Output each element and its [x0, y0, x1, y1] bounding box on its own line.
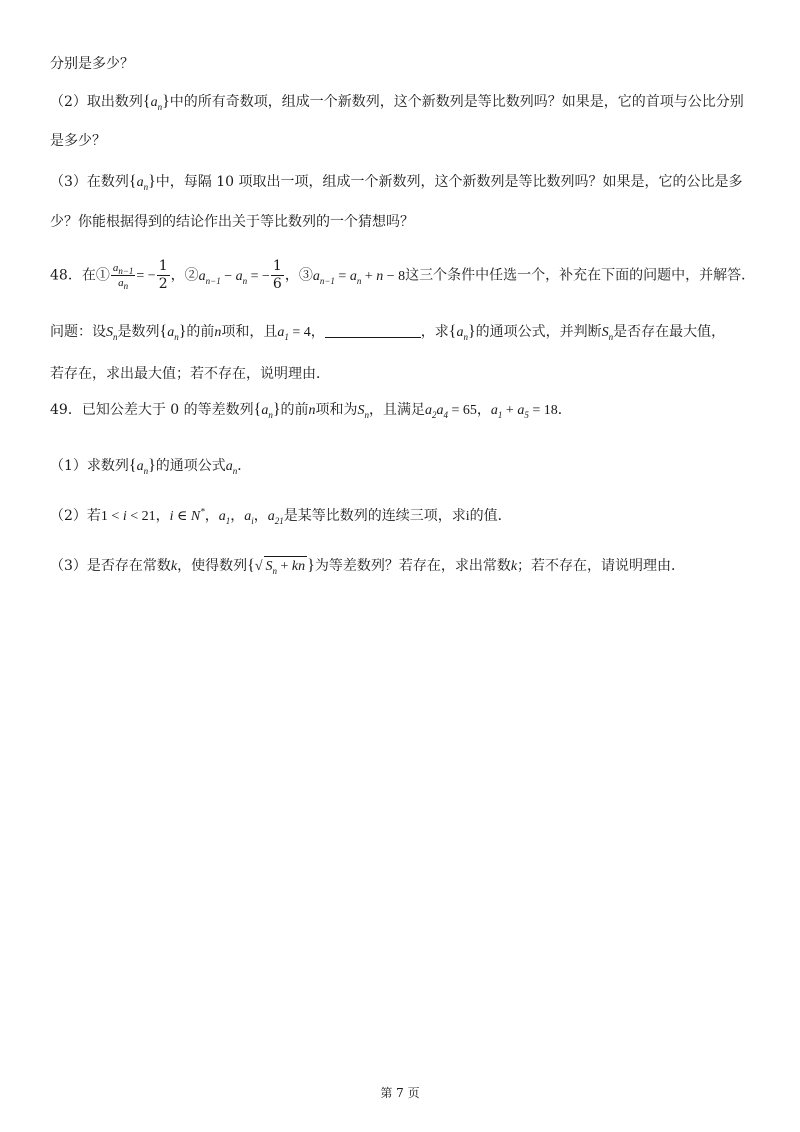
math-S-n: $S_n$ [601, 325, 614, 342]
text: 这三个条件中任选一个，补充在下面的问题中，并解答． [405, 267, 756, 284]
text: ，求 [420, 324, 449, 340]
text: ，② [170, 267, 199, 284]
math-i-in-N: i ∈ N* [169, 506, 205, 524]
text: ， [155, 508, 170, 524]
text: 中的所有奇数项，组成一个新数列，这个新数列是等比数列吗？如果是，它的首项与公比分别 [169, 94, 744, 110]
question-48 [50, 258, 755, 294]
math-i: i [465, 509, 470, 524]
math-n: n [214, 325, 222, 340]
text: （3）是否存在常数 [50, 558, 171, 574]
text: ， [476, 402, 491, 418]
math-a1-equals-4: $a_1 = 4$ [277, 325, 311, 342]
text: 若存在，求出最大值；若不存在，说明理由． [50, 366, 330, 382]
sequence-a-n: $\{a_n\}$ [159, 323, 187, 342]
condition-1-fraction: $\frac{a_{n-1}}{a_n}$ [112, 262, 134, 292]
condition-2: $a_{n-1} - a_n$ = − [198, 268, 270, 286]
text: ，③ [284, 267, 313, 284]
question-48-problem [50, 322, 725, 343]
question-49 [50, 400, 572, 421]
text: （2）取出数列 [50, 94, 143, 110]
math-a2a4-equals-65: $a_2a_4 = 65$ [425, 403, 477, 420]
text: 少？你能根据得到的结论作出关于等比数列的一个猜想吗？ [50, 214, 414, 230]
text-line [50, 131, 106, 151]
math-n: n [308, 403, 316, 418]
math-i-range: 1 < i < 21 [100, 509, 156, 524]
fraction-one-sixth: $\frac{1}{6}$ [272, 258, 282, 292]
text: 项和为 [315, 402, 358, 418]
text: 问题：设 [50, 324, 106, 340]
text: ，使得数列 [177, 558, 248, 574]
text: 中，每隔 10 项取出一项，组成一个新数列，这个新数列是等比数列吗？如果是，它的公比是多 [155, 174, 743, 190]
text: （2）若 [50, 508, 101, 524]
answer-blank[interactable] [325, 323, 421, 338]
sequence-a-n: $\{a_n\}$ [253, 401, 281, 420]
sequence-a-n: $\{a_n\}$ [128, 457, 156, 476]
text: ． [557, 402, 572, 418]
text-line [50, 212, 414, 232]
math-k: k [170, 559, 178, 574]
text: 是多少？ [50, 133, 106, 149]
text-line [50, 364, 330, 384]
text: （3）在数列 [50, 174, 129, 190]
math-a-n: $a_n$ [225, 459, 238, 476]
text: ， [310, 324, 325, 340]
text: 是某等比数列的连续三项，求 [283, 508, 466, 524]
text: ；若不存在，请说明理由． [517, 558, 686, 574]
text: 项和，且 [221, 324, 278, 340]
text: 是否存在最大值， [613, 324, 726, 340]
question-part-2 [50, 92, 744, 113]
question-49-part-1 [50, 456, 251, 477]
math-S-n: $S_n$ [357, 403, 369, 420]
question-49-part-3 [50, 556, 685, 577]
text: 的通项公式 [155, 458, 226, 474]
text: 的前 [280, 402, 309, 418]
text: （1）求数列 [50, 458, 129, 474]
math-a-21: $a_{21}$ [267, 509, 284, 526]
fraction-one-half: $\frac{1}{2}$ [158, 258, 168, 292]
math-a1-plus-a5-equals-18: $a_1 + a_5 = 18$ [490, 403, 558, 420]
text: ， [230, 508, 245, 524]
math-a-1: $a_1$ [218, 509, 231, 526]
question-part-3 [50, 172, 743, 193]
text: 为等差数列？若存在，求出常数 [314, 558, 511, 574]
text: ． [237, 458, 252, 474]
text: 的值． [469, 508, 512, 524]
page-number: 第 7 页 [380, 1086, 420, 1100]
text: 49．已知公差大于 0 的等差数列 [50, 402, 254, 418]
question-49-part-2 [50, 506, 512, 527]
text: ， [253, 508, 268, 524]
text: 分别是多少？ [50, 56, 134, 72]
text: 48．在① [50, 267, 110, 284]
condition-3: $a_{n-1} = a_n + n - 8$ [312, 268, 406, 286]
text: 的通项公式，并判断 [475, 324, 602, 340]
sequence-a-n: $\{a_n\}$ [128, 173, 156, 192]
math-S-n: $S_n$ [106, 325, 118, 342]
math-k: k [510, 559, 518, 574]
text: 是数列 [117, 324, 160, 340]
text: 的前 [186, 324, 215, 340]
math: = − [136, 268, 156, 284]
sequence-sqrt-Sn-plus-kn: {√ $S_n$ + kn } [247, 557, 315, 576]
text: ，且满足 [369, 402, 425, 418]
sequence-a-n: $\{a_n\}$ [142, 93, 170, 112]
math-a-i: $a_i$ [244, 509, 254, 526]
text-line [50, 54, 134, 74]
text: ， [204, 508, 219, 524]
sequence-a-n: $\{a_n\}$ [448, 323, 476, 342]
